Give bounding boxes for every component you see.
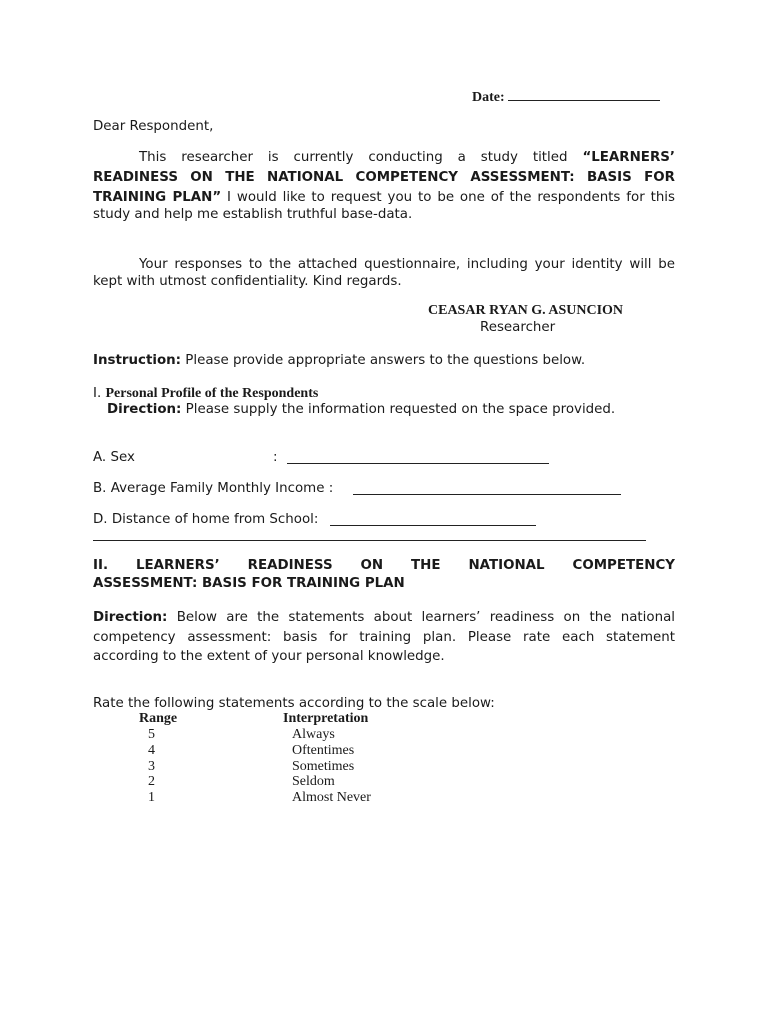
confidentiality-line-2: kept with utmost confidentiality. Kind regards. <box>93 274 402 289</box>
income-label: B. Average Family Monthly Income : <box>93 481 334 496</box>
intro-line-2: READINESS ON THE NATIONAL COMPETENCY ASSESSMENT: BASIS FOR <box>93 170 675 185</box>
sex-blank-line[interactable] <box>287 463 549 464</box>
sex-label: A. Sex <box>93 450 135 465</box>
direction-2-line-3: according to the extent of your personal knowledge. <box>93 649 445 664</box>
date-label: Date: <box>472 90 505 105</box>
researcher-title: Researcher <box>480 320 556 335</box>
scale-interpretation: Oftentimes <box>292 743 355 758</box>
scale-header-range: Range <box>139 711 178 726</box>
direction-2-label: Direction: <box>93 610 168 625</box>
scale-intro: Rate the following statements according to the scale below: <box>93 696 495 711</box>
scale-header-interpretation: Interpretation <box>283 711 369 726</box>
scale-interpretation: Almost Never <box>292 790 371 805</box>
researcher-name: CEASAR RYAN G. ASUNCION <box>428 303 624 318</box>
date-field <box>472 88 660 106</box>
instruction-text: Please provide appropriate answers to the questions below. <box>181 353 586 368</box>
distance-label: D. Distance of home from School: <box>93 512 319 527</box>
intro-line-1: This researcher is currently conducting a study titled “LEARNERS’ <box>139 150 675 165</box>
section-1-heading <box>93 386 318 402</box>
income-blank-line[interactable] <box>353 494 621 495</box>
scale-range: 3 <box>148 759 155 774</box>
scale-interpretation: Sometimes <box>292 759 355 774</box>
distance-blank-line[interactable] <box>330 525 536 526</box>
date-blank-line[interactable] <box>508 88 660 101</box>
instruction <box>93 353 585 368</box>
scale-range: 2 <box>148 774 155 789</box>
scale-interpretation: Seldom <box>292 774 335 789</box>
direction-2-line-2: competency assessment: basis for training plan. Please rate each statement <box>93 630 675 645</box>
scale-range: 4 <box>148 743 155 758</box>
sex-colon: : <box>273 450 278 465</box>
section-1-direction-label: Direction: <box>107 402 182 417</box>
section-1-number: I. <box>93 386 106 401</box>
section-1-title: Personal Profile of the Respondents <box>105 386 319 401</box>
scale-range: 1 <box>148 790 155 805</box>
intro-line-4: study and help me establish truthful base-data. <box>93 207 413 222</box>
section-2-title-line-1: II. LEARNERS’ READINESS ON THE NATIONAL COMPETENCY <box>93 558 675 573</box>
direction-2-line-1: Direction: Below are the statements about learners’ readiness on the national <box>93 610 675 625</box>
section-1-direction-text: Please supply the information requested on the space provided. <box>181 402 616 417</box>
salutation: Dear Respondent, <box>93 119 214 134</box>
scale-range: 5 <box>148 727 155 742</box>
scale-interpretation: Always <box>292 727 335 742</box>
confidentiality-line-1: Your responses to the attached questionnaire, including your identity will be <box>139 257 675 272</box>
section-divider <box>93 540 646 541</box>
section-2-title-line-2: ASSESSMENT: BASIS FOR TRAINING PLAN <box>93 576 405 591</box>
section-1-direction <box>107 402 615 417</box>
intro-line-3: TRAINING PLAN” I would like to request you to be one of the respondents for this <box>93 190 676 205</box>
instruction-label: Instruction: <box>93 353 182 368</box>
